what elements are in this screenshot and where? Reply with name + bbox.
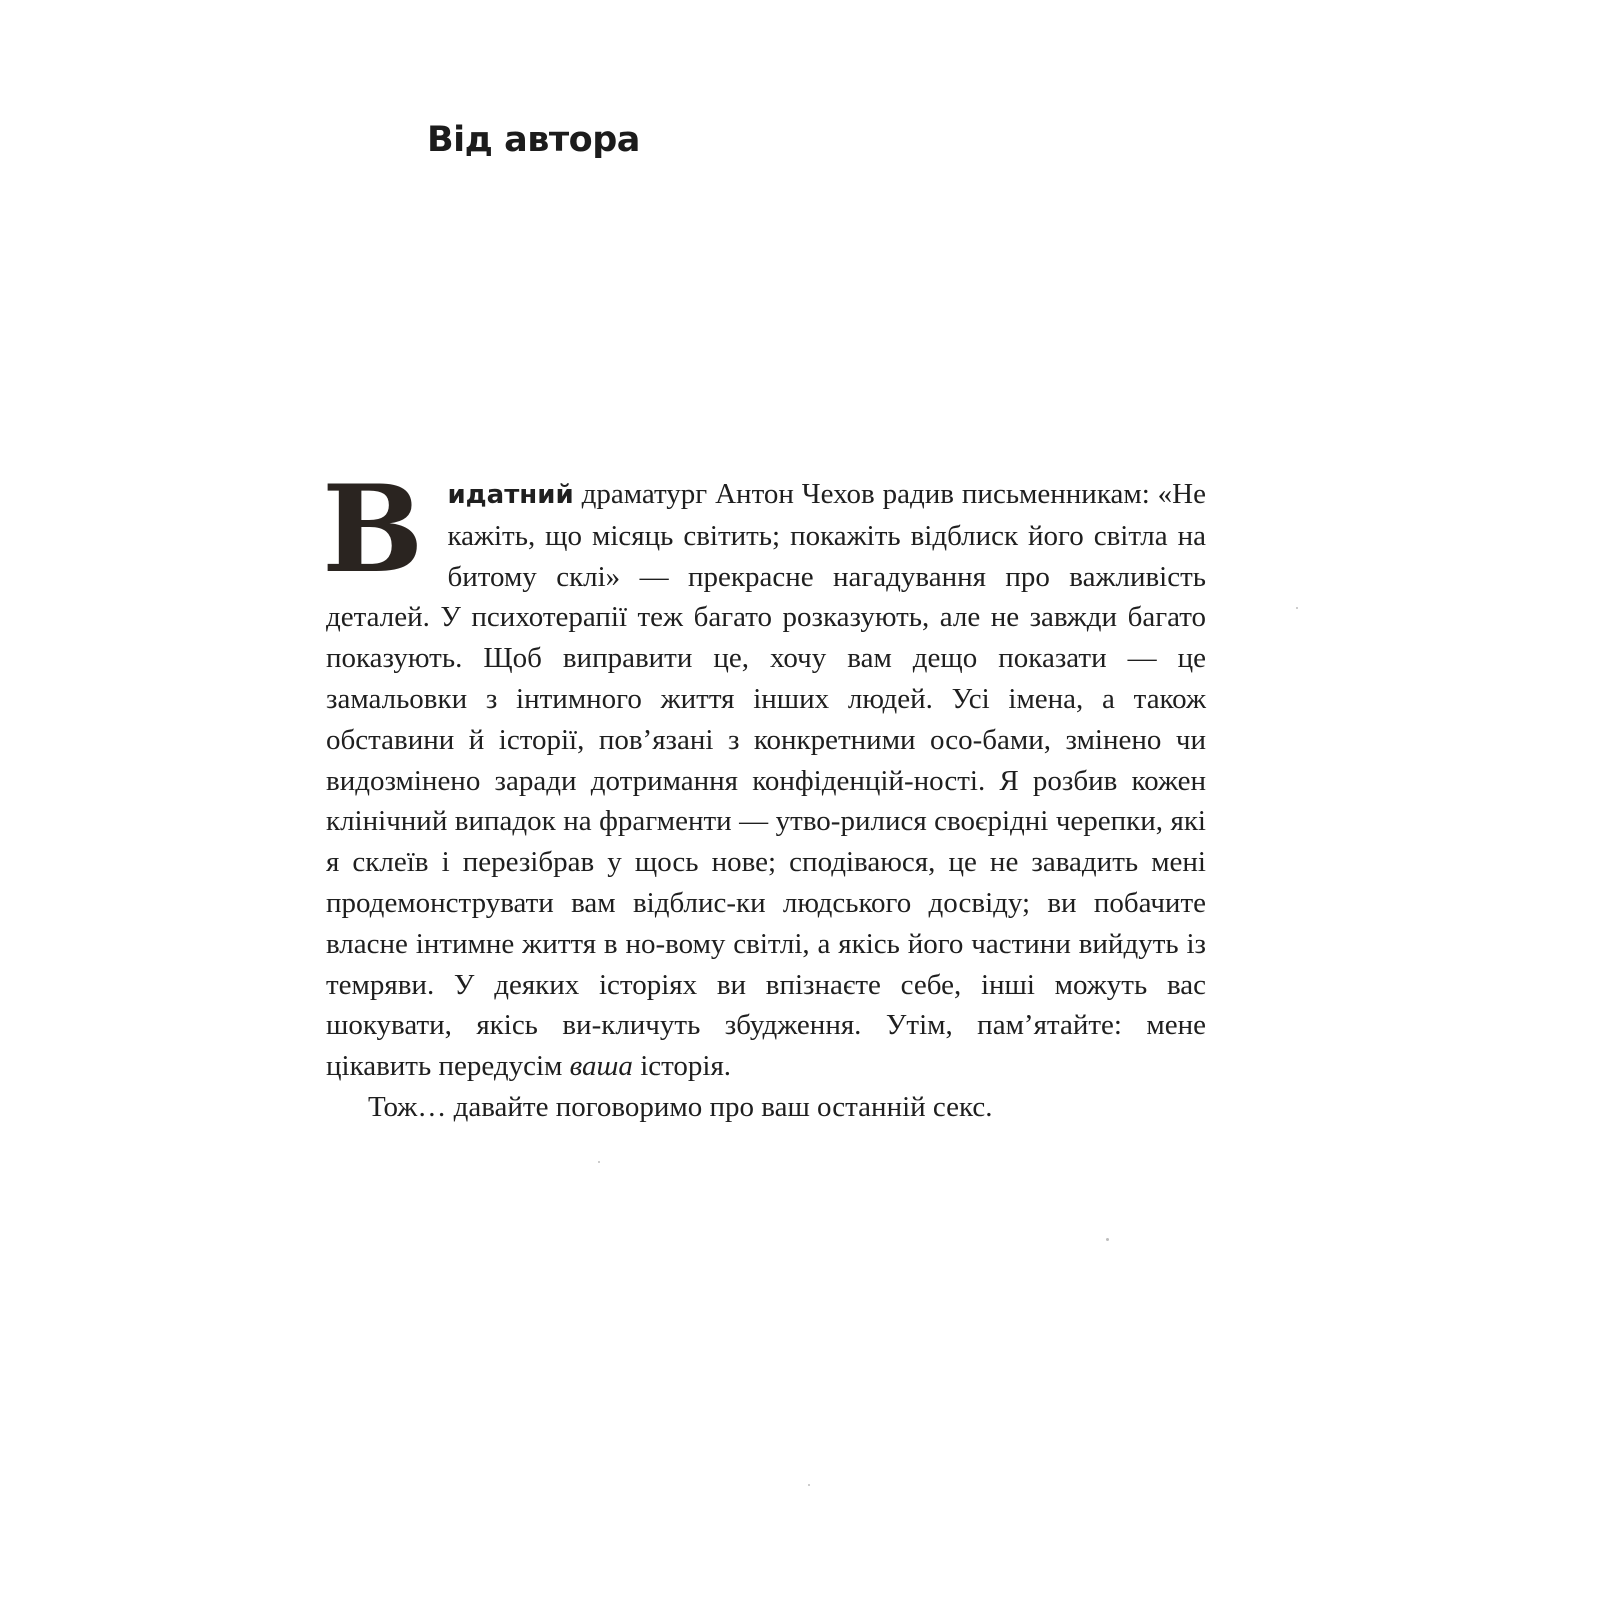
paragraph-2: Тож… давайте поговоримо про ваш останній секс. (368, 1090, 993, 1123)
paper-speck (1296, 607, 1298, 609)
paragraph-1 (322, 459, 1206, 1087)
paragraph-1-end: історія. (632, 1050, 732, 1083)
body-text (322, 459, 1206, 1128)
paragraph-1-text: драматург Антон Чехов радив письменникам: «Не кажіть, що місяць світить; покажіть відблиск його світла на битому склі» — прекрасне нагадування про важливість деталей. У психотерапії теж багато розказують, але не завжди багато показують. Щоб виправити це, хочу вам дещо показати — це замальовки з інтимного життя інших людей. Усі імена, а також обставини й історії, пов’язані з конкретними осо-бами, змінено чи видозмінено заради дотримання конфіденцій-ності. Я розбив кожен клінічний випадок на фрагменти — утво-рилися своєрідні черепки, які я склеїв і перезібрав у щось нове; сподіваюся, це не завадить мені продемонструвати вам відблис-ки людського досвіду; ви побачите власне інтимне життя в но-вому світлі, а якісь його частини вийдуть із темряви. У деяких історіях ви впізнаєте себе, інші можуть вас шокувати, якісь ви-кличуть збудження. Утім, пам’ятайте: мене цікавить передусім (326, 478, 1206, 1083)
paper-speck (808, 1484, 810, 1486)
drop-cap: В (322, 459, 424, 600)
section-heading: Від автора (427, 120, 640, 160)
paper-speck (598, 1161, 600, 1163)
lead-word-bold: идатний (447, 480, 574, 510)
paper-speck (1106, 1238, 1109, 1241)
emphasis-word: ваша (569, 1050, 633, 1083)
